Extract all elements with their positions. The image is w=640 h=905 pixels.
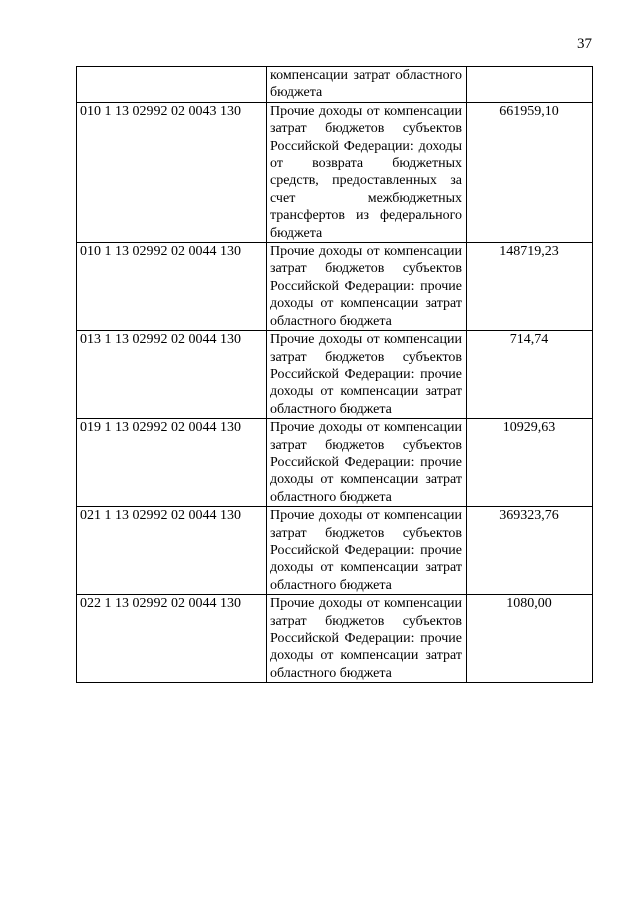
table-row <box>77 331 593 419</box>
revenue-name-text: Прочие доходы от компенсации затрат бюджетов субъектов Российской Федерации: прочие доходы от компенсации затрат областного бюджета <box>270 596 462 681</box>
revenue-name-text: Прочие доходы от компенсации затрат бюджетов субъектов Российской Федерации: прочие доходы от компенсации затрат областного бюджета <box>270 508 462 593</box>
revenue-code-cell: 010 1 13 02992 02 0043 130 <box>77 102 267 242</box>
revenue-name-cell <box>267 595 467 683</box>
revenue-name-text: Прочие доходы от компенсации затрат бюджетов субъектов Российской Федерации: прочие доходы от компенсации затрат областного бюджета <box>270 332 462 417</box>
revenue-amount-cell: 369323,76 <box>467 507 593 595</box>
revenue-amount-cell: 10929,63 <box>467 419 593 507</box>
revenue-name-text: Прочие доходы от компенсации затрат бюджетов субъектов Российской Федерации: прочие доходы от компенсации затрат областного бюджета <box>270 420 462 505</box>
revenue-name-cell <box>267 243 467 331</box>
revenue-name-cell <box>267 331 467 419</box>
revenue-name-cell <box>267 507 467 595</box>
revenue-name-cell <box>267 102 467 242</box>
table-row <box>77 243 593 331</box>
revenue-code-cell: 010 1 13 02992 02 0044 130 <box>77 243 267 331</box>
revenue-amount-cell: 661959,10 <box>467 102 593 242</box>
revenue-code-cell: 022 1 13 02992 02 0044 130 <box>77 595 267 683</box>
revenue-amount-cell: 1080,00 <box>467 595 593 683</box>
table-row <box>77 102 593 242</box>
table-row <box>77 419 593 507</box>
revenue-name-text: Прочие доходы от компенсации затрат бюджетов субъектов Российской Федерации: доходы от возврата бюджетных средств, предоставленных за счет межбюджетных трансфертов из федерального бюджета <box>270 103 462 241</box>
revenue-code-cell: 019 1 13 02992 02 0044 130 <box>77 419 267 507</box>
revenue-name-cell <box>267 419 467 507</box>
revenue-code-cell <box>77 67 267 103</box>
revenue-amount-cell: 714,74 <box>467 331 593 419</box>
table-row <box>77 507 593 595</box>
page-number: 37 <box>577 36 592 52</box>
revenue-amount-cell <box>467 67 593 103</box>
revenue-code-cell: 013 1 13 02992 02 0044 130 <box>77 331 267 419</box>
table-row <box>77 595 593 683</box>
revenue-code-cell: 021 1 13 02992 02 0044 130 <box>77 507 267 595</box>
revenue-name-cell <box>267 67 467 103</box>
revenue-name-text: компенсации затрат областного бюджета <box>270 68 462 101</box>
revenue-amount-cell: 148719,23 <box>467 243 593 331</box>
budget-revenue-table <box>76 66 593 683</box>
revenue-name-text: Прочие доходы от компенсации затрат бюджетов субъектов Российской Федерации: прочие доходы от компенсации затрат областного бюджета <box>270 244 462 329</box>
table-row-continuation <box>77 67 593 103</box>
